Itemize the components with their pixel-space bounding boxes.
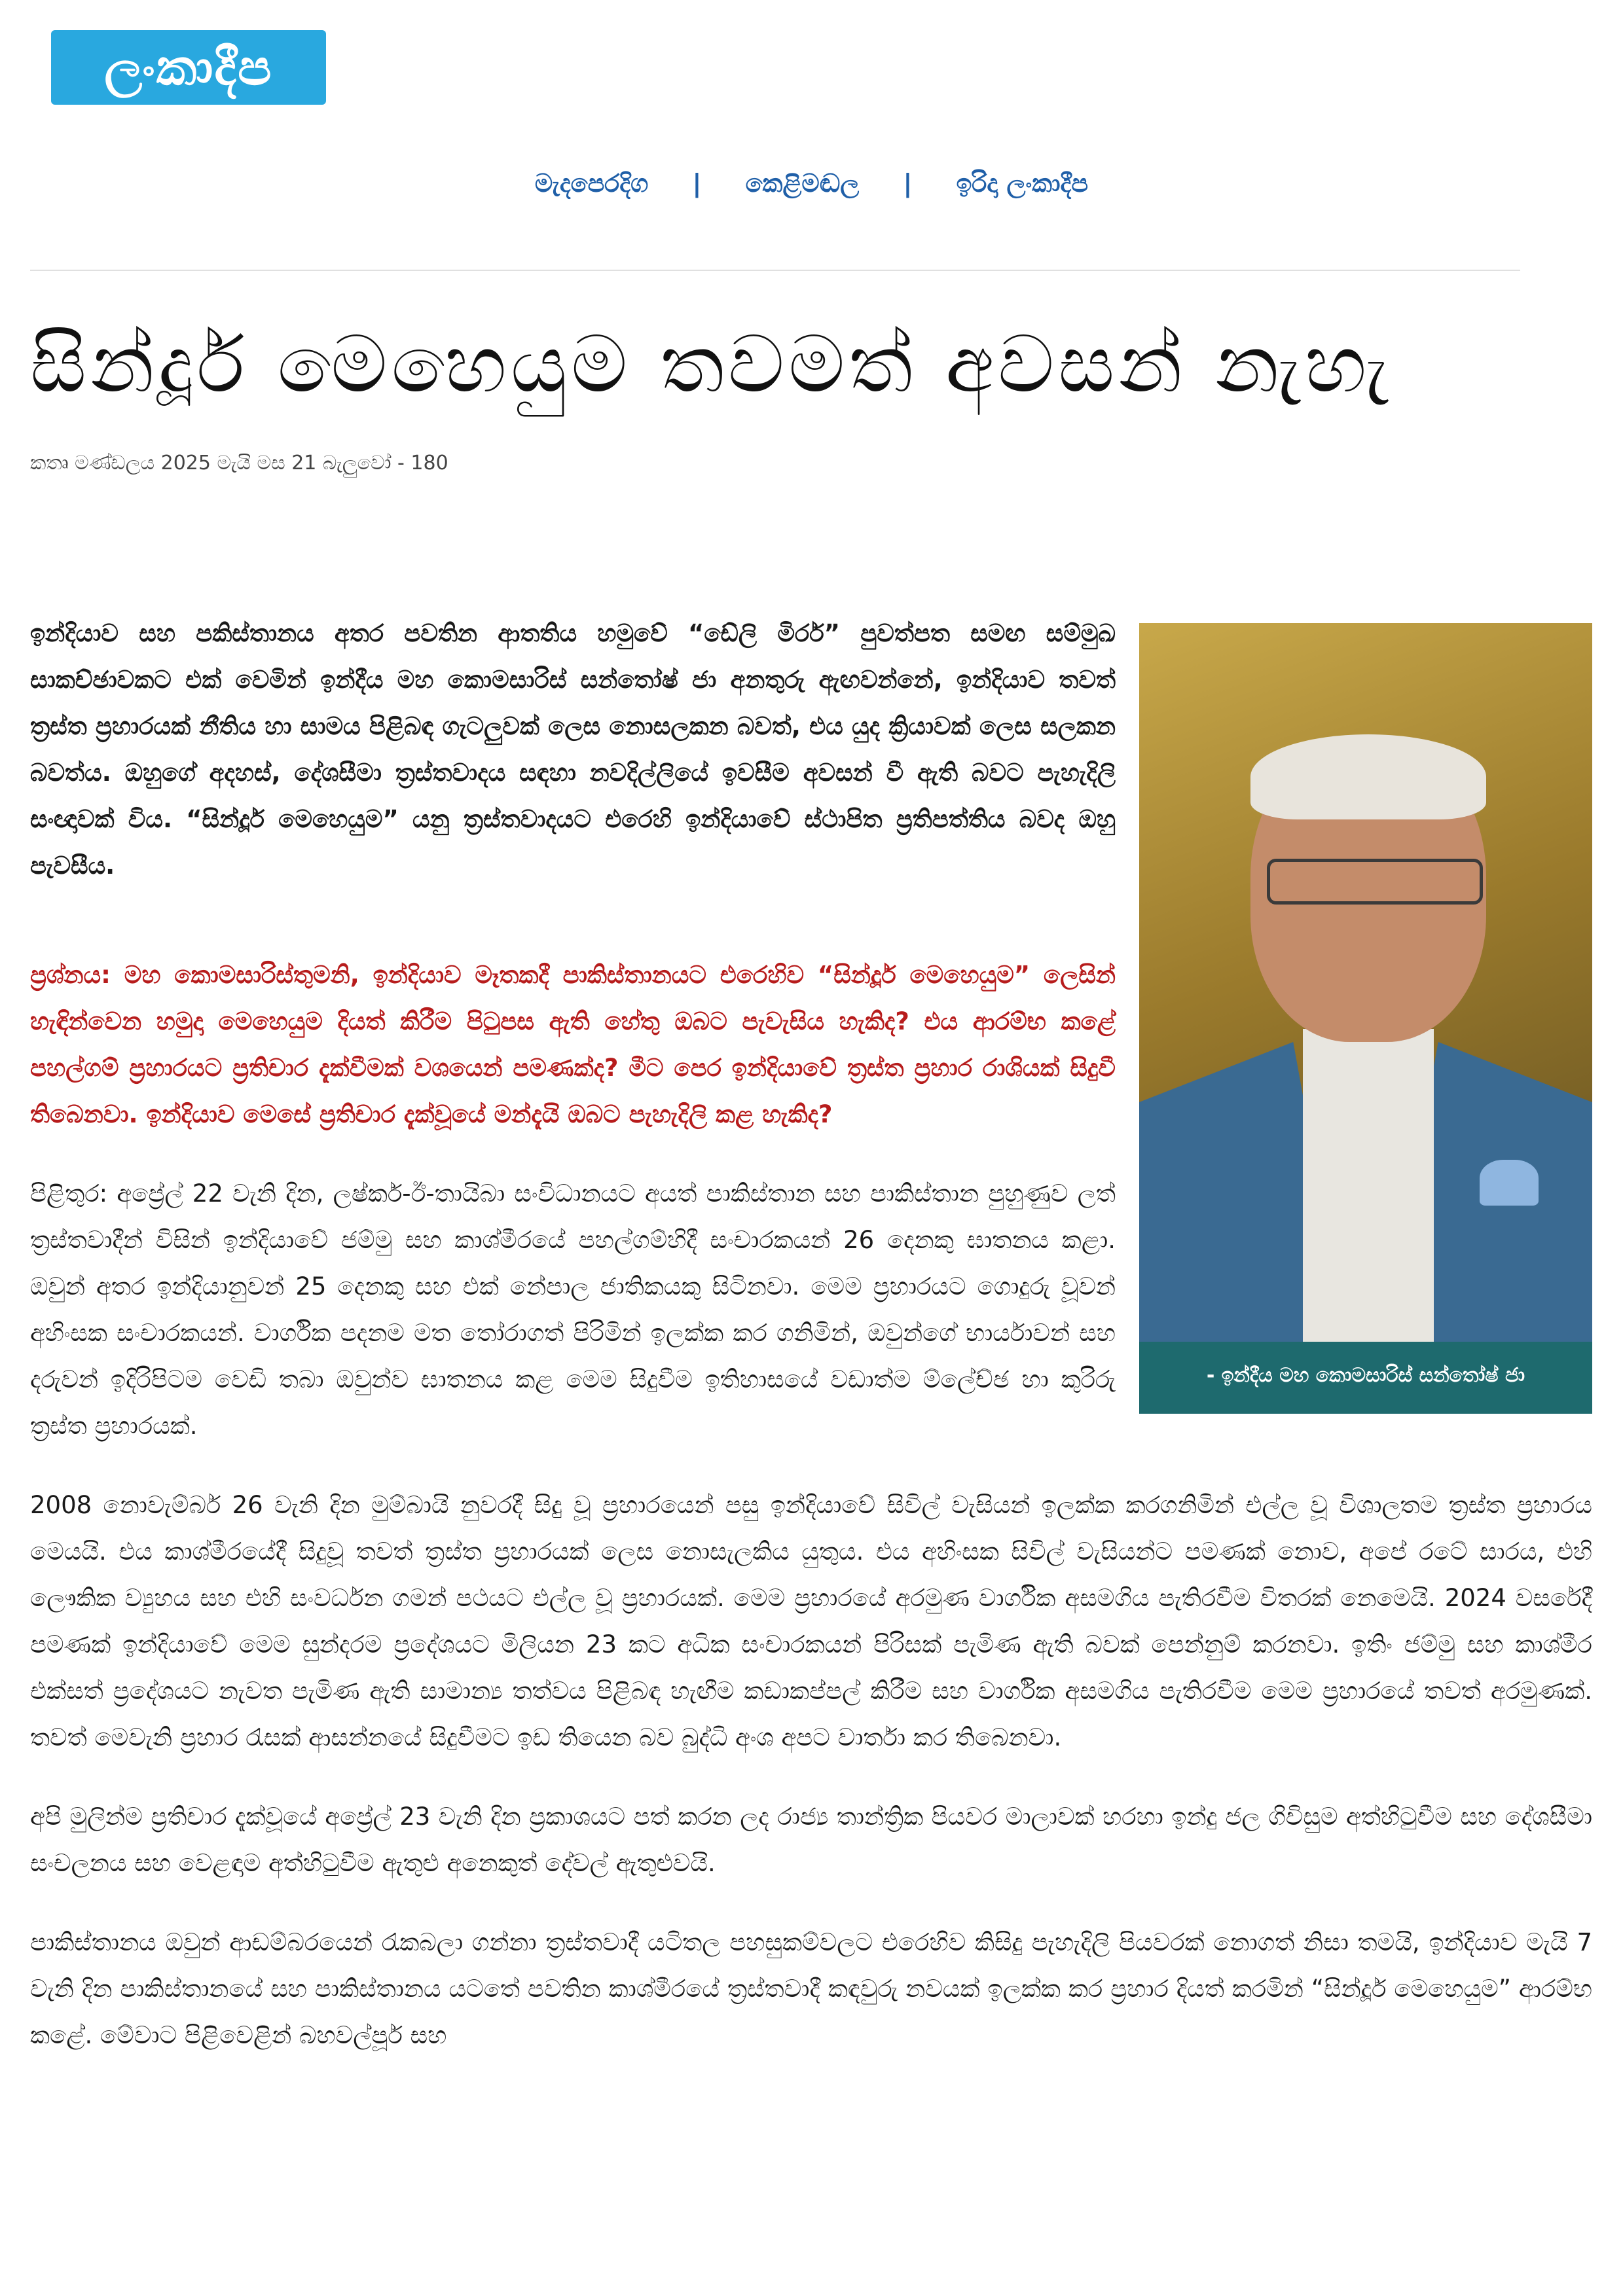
nav-item-sunday-lankadeepa[interactable]: ඉරිදා ලංකාදීප — [956, 169, 1089, 198]
photo-shirt-shape — [1303, 1029, 1434, 1342]
article-paragraph: පාකිස්තානය ඔවුන් ආඩම්බරයෙන් රැකබලා ගන්නා ත්‍රස්තවාදී යටිතල පහසුකම්වලට එරෙහිව කිසිදු පැහැදිලි පියවරක් නොගත් නිසා තමයි, ඉන්දියාව මැයි 7 වැනි දින පාකිස්තානයේ සහ පාකිස්තානය යටතේ පවතින කාශ්මීරයේ ත්‍රස්තවාදී කඳවුරු නවයක් ඉලක්ක කර ප්‍රහාර දියත් කරමින් “සින්දූර් මෙහෙයුම” ආරම්භ කළේ. මේවාට පිළිවෙළින් බහවල්පූර් සහ — [30, 1928, 1592, 2049]
photo-glasses-shape — [1267, 859, 1483, 905]
nav-separator: | — [903, 169, 913, 198]
article-paragraph: 2008 නොවැම්බර් 26 වැනි දින මුම්බායි නුවරදී සිදු වූ ප්‍රහාරයෙන් පසු ඉන්දියාවේ සිවිල් වැසියන් ඉලක්ක කරගනිමින් එල්ල වූ විශාලතම ත්‍රස්ත ප්‍රහාරය මෙයයි. එය කාශ්මීරයේදී සිදුවූ තවත් ත්‍රස්ත ප්‍රහාරයක් ලෙස නොසැලකිය යුතුය. එය අහිංසක සිවිල් වැසියන්ට පමණක් නොව, අපේ රටේ සාරය, එහි ලෞකික ව්‍යුහය සහ එහි සංවර්ධන ගමන් පථයට එල්ල වූ ප්‍රහාරයක්. මෙම ප්‍රහාරයේ අරමුණ වාර්ගික අසමගිය පැතිරවීම විතරක් නෙමෙයි. 2024 වසරේදී පමණක් ඉන්දියාවේ මෙම සුන්දරම ප්‍රදේශයට මිලියන 23 කට අධික සංචාරකයන් පිරිසක් පැමිණ ඇති බවක් පෙන්නුම් කරනවා. ඉතිං ජම්මු සහ කාශ්මීර එක්සත් ප්‍රදේශයට නැවත පැමිණ ඇති සාමාන්‍ය තත්වය පිළිබඳ හැඟීම කඩාකප්පල් කිරීම සහ වාර්ගික අසමගිය පැතිරවීම මෙම ප්‍රහාරයේ තවත් අරමුණක්. තවත් මෙවැනි ප්‍රහාර රැසක් ආසන්නයේ සිදුවීමට ඉඩ තියෙන බව බුද්ධි අංශ අපට වාර්තා කර තිබෙනවා. — [30, 1491, 1592, 1751]
photo-caption: - ඉන්දීය මහ කොමසාරිස් සන්තෝෂ් ජා — [1139, 1342, 1592, 1414]
nav-item-sports[interactable]: කෙළිමඬල — [745, 169, 860, 198]
header-divider — [30, 270, 1520, 271]
article-byline: කතෘ මණ්ඩලය 2025 මැයි මස 21 බැලුවෝ - 180 — [30, 452, 448, 475]
article-figure — [1139, 623, 1592, 1414]
top-nav — [0, 169, 1623, 198]
article-paragraph: පිළිතුර: අප්‍රේල් 22 වැනි දින, ලෂ්කර්-ඊ-තායිබා සංවිධානයට අයත් පාකිස්තාන සහ පාකිස්තාන පුහුණුව ලත් ත්‍රස්තවාදීන් විසින් ඉන්දියාවේ ජම්මු සහ කාශ්මීරයේ පහල්ගම්හිදී සංචාරකයන් 26 දෙනකු ඝාතනය කළා. ඔවුන් අතර ඉන්දියානුවන් 25 දෙනකු සහ එක් නේපාල ජාතිකයකු සිටිනවා. මෙම ප්‍රහාරයට ගොදුරු වූවන් අහිංසක සංචාරකයන්. වාර්ගික පදනම මත තෝරාගත් පිරිමින් ඉලක්ක කර ගනිමින්, ඔවුන්ගේ භාර්යාවන් සහ දරුවන් ඉදිරිපිටම වෙඩි තබා ඔවුන්ව ඝාතනය කළ මෙම සිදුවීම ඉතිහාසයේ වඩාත්ම ම්ලේච්ඡ හා කුරිරු ත්‍රස්ත ප්‍රහාරයක්. — [30, 1179, 1116, 1440]
site-logo[interactable] — [51, 30, 326, 105]
article-paragraph: අපි මුලින්ම ප්‍රතිචාර දැක්වූයේ අප්‍රේල් 23 වැනි දින ප්‍රකාශයට පත් කරන ලද රාජ්‍ය තාන්ත්‍රික පියවර මාලාවක් හරහා ඉන්දු ජල ගිවිසුම අත්හිටුවීම සහ දේශසීමා සංචලනය සහ වෙළඳාම අත්හිටුවීම ඇතුළු අනෙකුත් දේවල් ඇතුළුවයි. — [30, 1803, 1592, 1877]
article-title: සින්දූර් මෙහෙයුම තවමත් අවසන් නැහැ — [30, 319, 1393, 410]
photo-pocket-square-shape — [1480, 1160, 1539, 1206]
site-logo-text: ලංකාදීප — [104, 37, 273, 96]
photo-hair-shape — [1250, 734, 1486, 819]
nav-item-middle-east[interactable]: මැදපෙරදිග — [534, 169, 649, 198]
interview-question: ප්‍රශ්නය: මහ කොමසාරිස්තුමනි, ඉන්දියාව මෑතකදී පාකිස්තානයට එරෙහිව “සින්දූර් මෙහෙයුම” ලෙසින් හැඳින්වෙන හමුදා මෙහෙයුම දියත් කිරීම පිටුපස ඇති හේතු ඔබට පැවැසිය හැකිද? එය ආරම්භ කළේ පහල්ගම් ප්‍රහාරයට ප්‍රතිචාර දැක්වීමක් වශයෙන් පමණක්ද? මීට පෙර ඉන්දියාවේ ත්‍රස්ත ප්‍රහාර රාශියක් සිදුවී තිබෙනවා. ඉන්දියාව මෙසේ ප්‍රතිචාර දැක්වූයේ මන්දැයි ඔබට පැහැදිලි කළ හැකිද? — [30, 961, 1116, 1128]
nav-separator: | — [692, 169, 702, 198]
article-photo — [1139, 623, 1592, 1342]
article-intro: ඉන්දියාව සහ පකිස්තානය අතර පවතින ආතතිය හමුවේ “ඩේලි මිරර්” පුවත්පත සමඟ සම්මුඛ සාකච්ඡාවකට එක් වෙමින් ඉන්දීය මහ කොමසාරිස් සන්තෝෂ් ජා අනතුරු ඇඟවන්නේ, ඉන්දියාව තවත් ත්‍රස්ත ප්‍රහාරයක් නීතිය හා සාමය පිළිබඳ ගැටලුවක් ලෙස නොසලකන බවත්, එය යුද ක්‍රියාවක් ලෙස සලකන බවත්ය. ඔහුගේ අදහස්, දේශසීමා ත්‍රස්තවාදය සඳහා නවදිල්ලියේ ඉවසීම අවසන් වී ඇති බවට පැහැදිලි සංඥාවක් විය. “සින්දූර් මෙහෙයුම” යනු ත්‍රස්තවාදයට එරෙහි ඉන්දියාවේ ස්ථාපිත ප්‍රතිපත්තිය බවද ඔහු පැවසීය. — [30, 619, 1116, 880]
article-body — [30, 610, 1592, 2091]
